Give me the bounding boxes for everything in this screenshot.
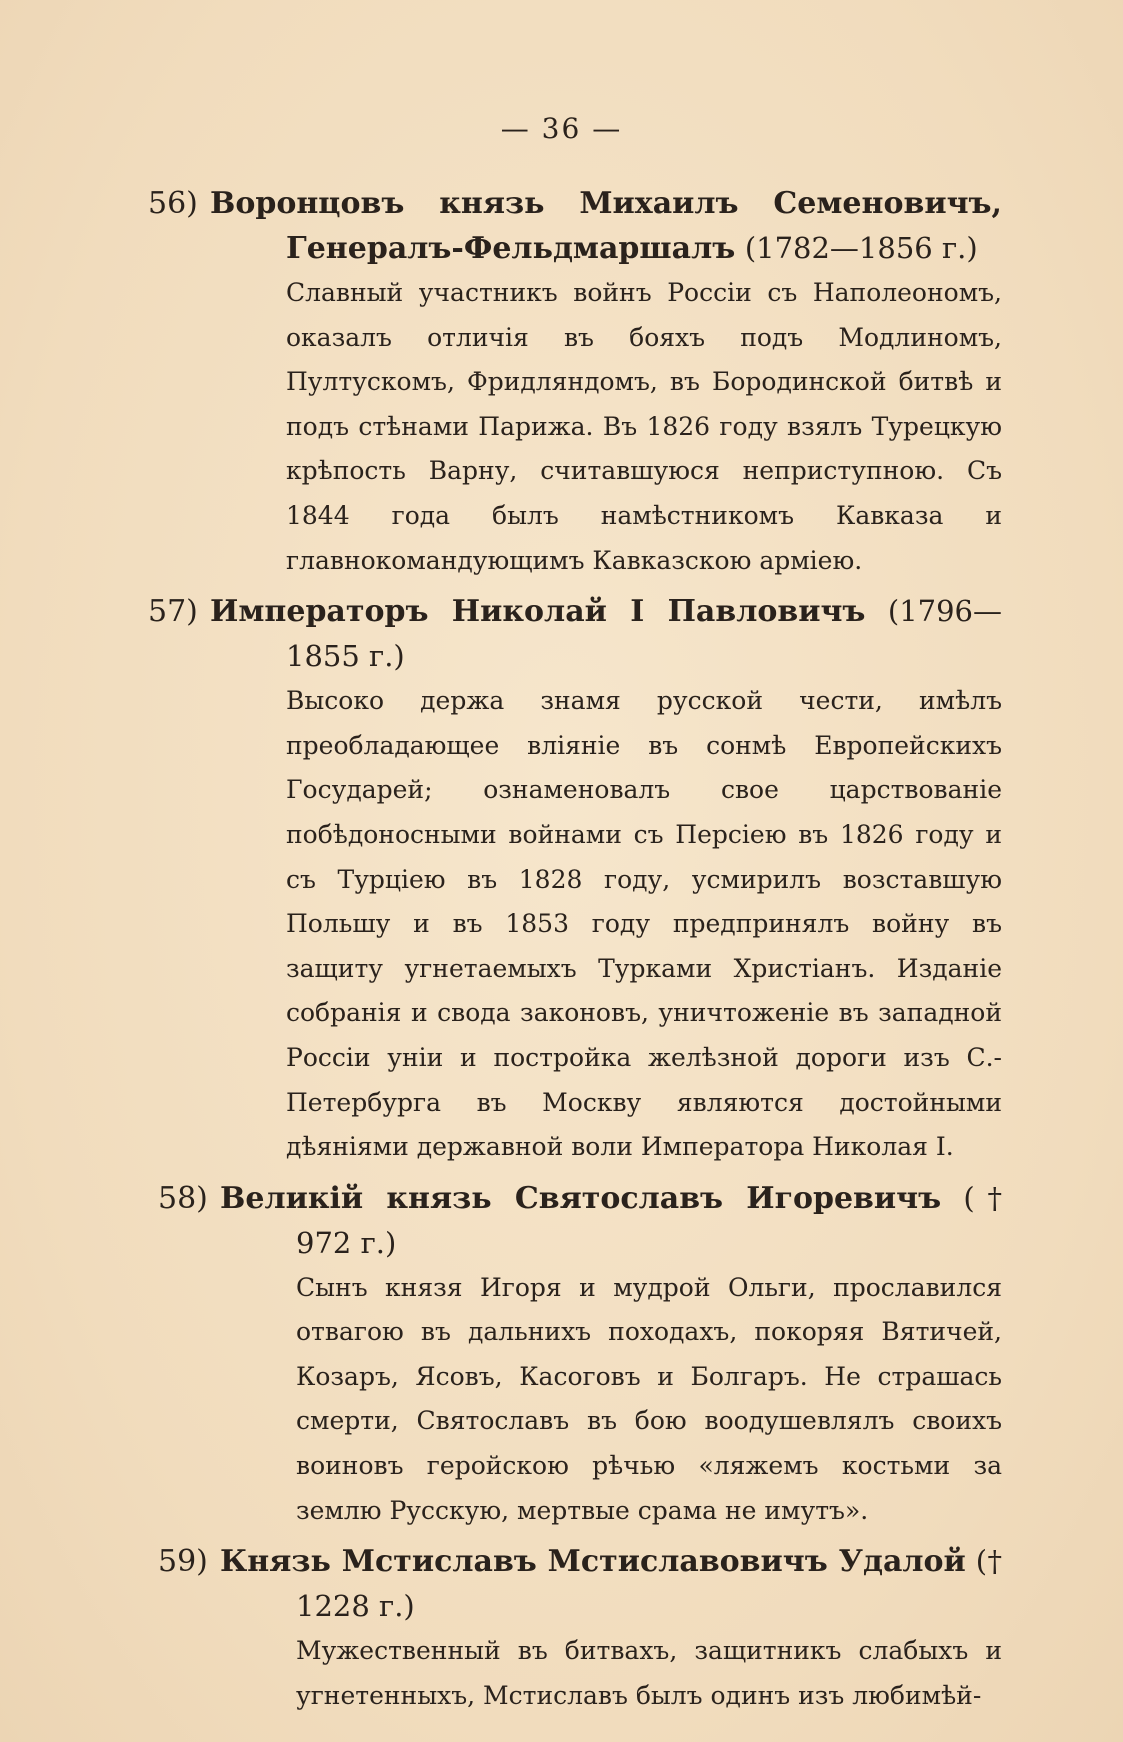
entry-body: Славный участникъ войнъ Россіи съ Наполеономъ, оказалъ отличія въ бояхъ подъ Модлиномъ, Пултускомъ, Фридляндомъ, въ Бородинской битвѣ и подъ стѣнами Парижа. Въ 1826 году взялъ Турецкую крѣпость Варну, считавшуюся неприступною. Съ 1844 года былъ намѣстникомъ Кавказа и главнокомандующимъ Кавказскою арміею.: [286, 278, 1002, 575]
entry-59: [148, 1539, 1002, 1718]
entry-57: [148, 589, 1002, 1170]
entry-dates: (1796—1855 г.): [286, 594, 1002, 674]
entry-header: [148, 182, 1002, 271]
entries-list: [148, 182, 1002, 1724]
entry-number: 57): [148, 594, 198, 630]
entry-dates: († 972 г.): [296, 1180, 1002, 1260]
entry-number: 58): [158, 1180, 208, 1216]
entry-header: [148, 1176, 1002, 1266]
entry-header: [148, 589, 1002, 679]
entry-number: 59): [158, 1544, 208, 1580]
entry-name: Воронцовъ князь Михаилъ Семеновичъ, Генералъ-Фельдмаршалъ: [210, 186, 1002, 266]
entry-dates: († 1228 г.): [296, 1544, 1002, 1624]
entry-number: 56): [148, 186, 198, 221]
entry-body: Мужественный въ битвахъ, защитникъ слабыхъ и угнетенныхъ, Мстиславъ былъ одинъ изъ любимѣй-: [296, 1636, 1002, 1710]
entry-body: Сынъ князя Игоря и мудрой Ольги, прославился отвагою въ дальнихъ походахъ, покоряя Вятичей, Козаръ, Ясовъ, Касоговъ и Болгаръ. Не страшась смерти, Святославъ въ бою воодушевлялъ своихъ воиновъ геройскою рѣчью «ляжемъ костьми за землю Русскую, мертвые срама не имутъ».: [296, 1272, 1002, 1525]
entry-body: Высоко держа знамя русской чести, имѣлъ преобладающее вліяніе въ сонмѣ Европейскихъ Государей; ознаменовалъ свое царствованіе побѣдоносными войнами съ Персіею въ 1826 году и съ Турціею въ 1828 году, усмирилъ возставшую Польшу и въ 1853 году предпринялъ войну въ защиту угнетаемыхъ Турками Христіанъ. Изданіе собранія и свода законовъ, уничтоженіе въ западной Россіи уніи и постройка желѣзной дороги изъ С.-Петербурга въ Москву являются достойными дѣяніями державной воли Императора Николая I.: [286, 686, 1002, 1162]
entry-name: Князь Мстиславъ Мстиславовичъ Удалой: [220, 1544, 966, 1580]
entry-name: Великій князь Святославъ Игоревичъ: [220, 1180, 942, 1216]
page-number: — 36 —: [500, 112, 623, 145]
entry-56: [148, 182, 1002, 583]
entry-58: [148, 1176, 1002, 1534]
entry-dates: (1782—1856 г.): [744, 231, 978, 265]
entry-name: Императоръ Николай I Павловичъ: [210, 594, 866, 630]
entry-header: [148, 1539, 1002, 1629]
